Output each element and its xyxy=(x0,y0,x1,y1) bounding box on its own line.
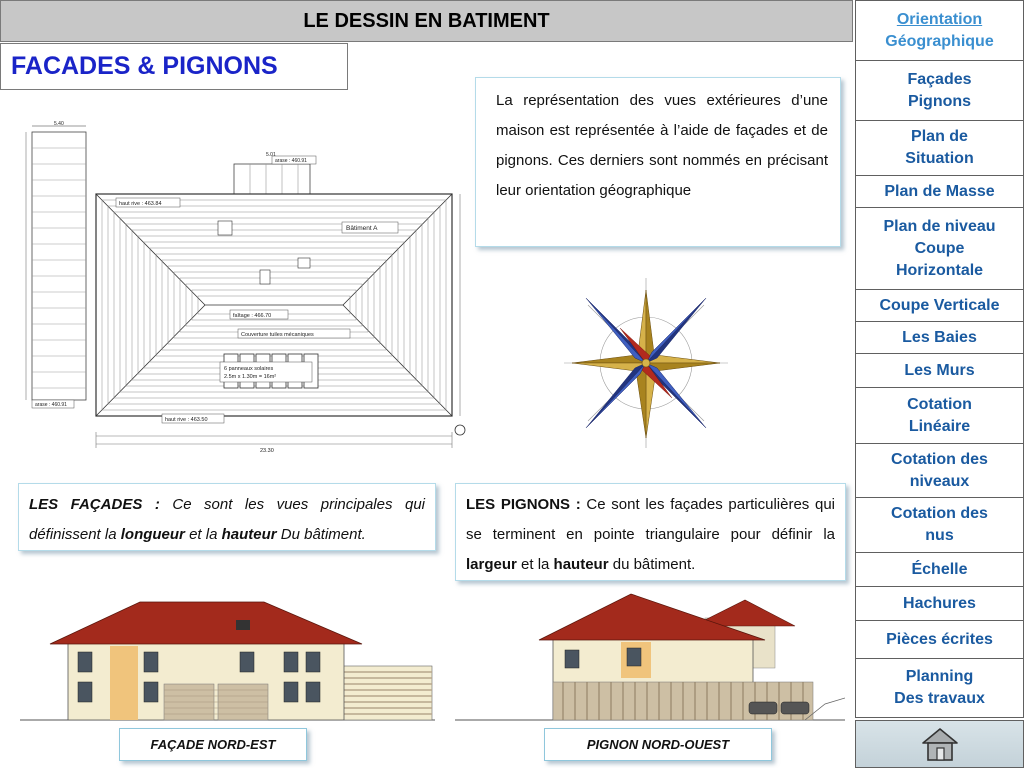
facade-nord-est-caption xyxy=(119,728,307,761)
nav-item-hachures[interactable] xyxy=(856,587,1023,621)
nav-item-cotation-lineaire[interactable] xyxy=(856,388,1023,444)
nav-item-label: Coupe Verticale xyxy=(879,296,1000,314)
nav-item-label: Façades xyxy=(907,70,972,88)
nav-item-cotation-niveaux[interactable] xyxy=(856,444,1023,498)
nav-item-label: Les Baies xyxy=(902,328,977,346)
intro-textbox xyxy=(475,77,841,247)
panneaux-label-1: 6 panneaux solaires xyxy=(224,366,274,372)
sidebar-nav xyxy=(855,0,1024,718)
roof-plan-drawing xyxy=(20,118,470,456)
nav-item-label: Plan de niveau xyxy=(883,217,996,235)
nav-item-label: Pièces écrites xyxy=(886,630,993,648)
dim-total-label: 23.30 xyxy=(260,448,274,454)
panneaux-label-2: 2.5m x 1.30m = 16m² xyxy=(224,374,277,380)
page-title: LE DESSIN EN BATIMENT xyxy=(303,9,550,32)
nav-item-label: Cotation des xyxy=(891,505,988,522)
pignon-nord-ouest-drawing xyxy=(455,586,845,724)
faitage-label: faîtage : 466.70 xyxy=(233,313,272,319)
nav-item-label: Échelle xyxy=(911,560,968,578)
nav-item-facades[interactable] xyxy=(856,61,1023,121)
dim-small-label: 5.01 xyxy=(266,152,276,158)
header-bar xyxy=(0,0,853,42)
nav-item-planning[interactable] xyxy=(856,659,1023,717)
section-title-box xyxy=(0,43,348,90)
nav-item-coupe-verticale[interactable] xyxy=(856,290,1023,322)
nav-item-orientation[interactable] xyxy=(856,1,1023,61)
pignons-definition-box xyxy=(455,483,846,581)
pignon-nord-ouest-caption xyxy=(544,728,772,761)
facades-label: LES FAÇADES : xyxy=(29,496,160,513)
nav-item-label: Situation xyxy=(905,150,974,167)
caption-right-text: PIGNON NORD-OUEST xyxy=(586,737,730,752)
nav-item-label: Pignons xyxy=(907,92,972,110)
nav-item-label: Orientation xyxy=(896,10,983,28)
nav-item-label: Plan de xyxy=(911,128,968,145)
pignons-bold-1: largeur xyxy=(466,556,517,573)
couverture-label: Couverture tuiles mécaniques xyxy=(241,332,314,338)
home-icon xyxy=(920,725,960,763)
dim-top-label: 5.40 xyxy=(54,121,64,127)
pignons-text-2: et la xyxy=(516,556,554,573)
facades-text-3: Du bâtiment. xyxy=(276,526,366,543)
arase-bottom-label: arase : 460.91 xyxy=(35,402,67,408)
nav-item-label: niveaux xyxy=(909,472,970,490)
nav-item-cotation-nus[interactable] xyxy=(856,498,1023,553)
facades-text-1: Ce sont les vues principales qui définissent la xyxy=(29,496,425,543)
nav-item-label: Plan de Masse xyxy=(884,182,995,200)
arase-top-label: arase : 460.91 xyxy=(275,158,307,164)
nav-item-label: Les Murs xyxy=(904,361,975,379)
nav-item-label: nus xyxy=(925,527,954,544)
nav-item-baies[interactable] xyxy=(856,322,1023,354)
batiment-label: Bâtiment A xyxy=(346,225,378,232)
intro-text: La représentation des vues extérieures d’une maison est représentée à l’aide de façades et de pignons. Ces derniers sont nommés en précisant leur orientation géographique xyxy=(496,92,828,199)
facade-nord-est-drawing xyxy=(20,596,435,724)
nav-item-label: Des travaux xyxy=(894,690,985,707)
nav-item-echelle[interactable] xyxy=(856,553,1023,587)
nav-item-label: Planning xyxy=(905,668,974,685)
nav-item-label: Cotation xyxy=(907,395,972,413)
section-title: FACADES & PIGNONS xyxy=(11,52,278,80)
caption-left-text: FAÇADE NORD-EST xyxy=(150,737,276,752)
facades-bold-1: longueur xyxy=(120,526,185,543)
nav-item-pieces-ecrites[interactable] xyxy=(856,621,1023,659)
nav-item-murs[interactable] xyxy=(856,354,1023,388)
pignons-text-3: du bâtiment. xyxy=(608,556,696,573)
home-button[interactable] xyxy=(855,720,1024,768)
nav-item-label: Hachures xyxy=(903,594,976,612)
pignons-text-1: Ce sont les façades particulières qui se terminent en pointe triangulaire pour définir la xyxy=(466,496,835,543)
facades-bold-2: hauteur xyxy=(221,526,277,543)
haut-rive-top-label: haut rive : 463.84 xyxy=(119,201,162,207)
nav-item-label: Linéaire xyxy=(908,417,971,435)
nav-item-label: Géographique xyxy=(885,32,994,50)
nav-item-label: Cotation des xyxy=(891,450,988,468)
facades-definition-box xyxy=(18,483,436,551)
nav-item-plan-masse[interactable] xyxy=(856,176,1023,208)
compass-rose-icon xyxy=(560,268,732,458)
pignons-label: LES PIGNONS : xyxy=(466,496,581,513)
nav-item-plan-niveau[interactable] xyxy=(856,208,1023,290)
nav-item-plan-situation[interactable] xyxy=(856,121,1023,176)
pignons-bold-2: hauteur xyxy=(553,556,609,573)
haut-rive-bottom-label: haut rive : 463.50 xyxy=(165,417,208,423)
facades-text-2: et la xyxy=(184,526,222,543)
nav-item-label: Coupe Horizontale xyxy=(895,239,984,279)
